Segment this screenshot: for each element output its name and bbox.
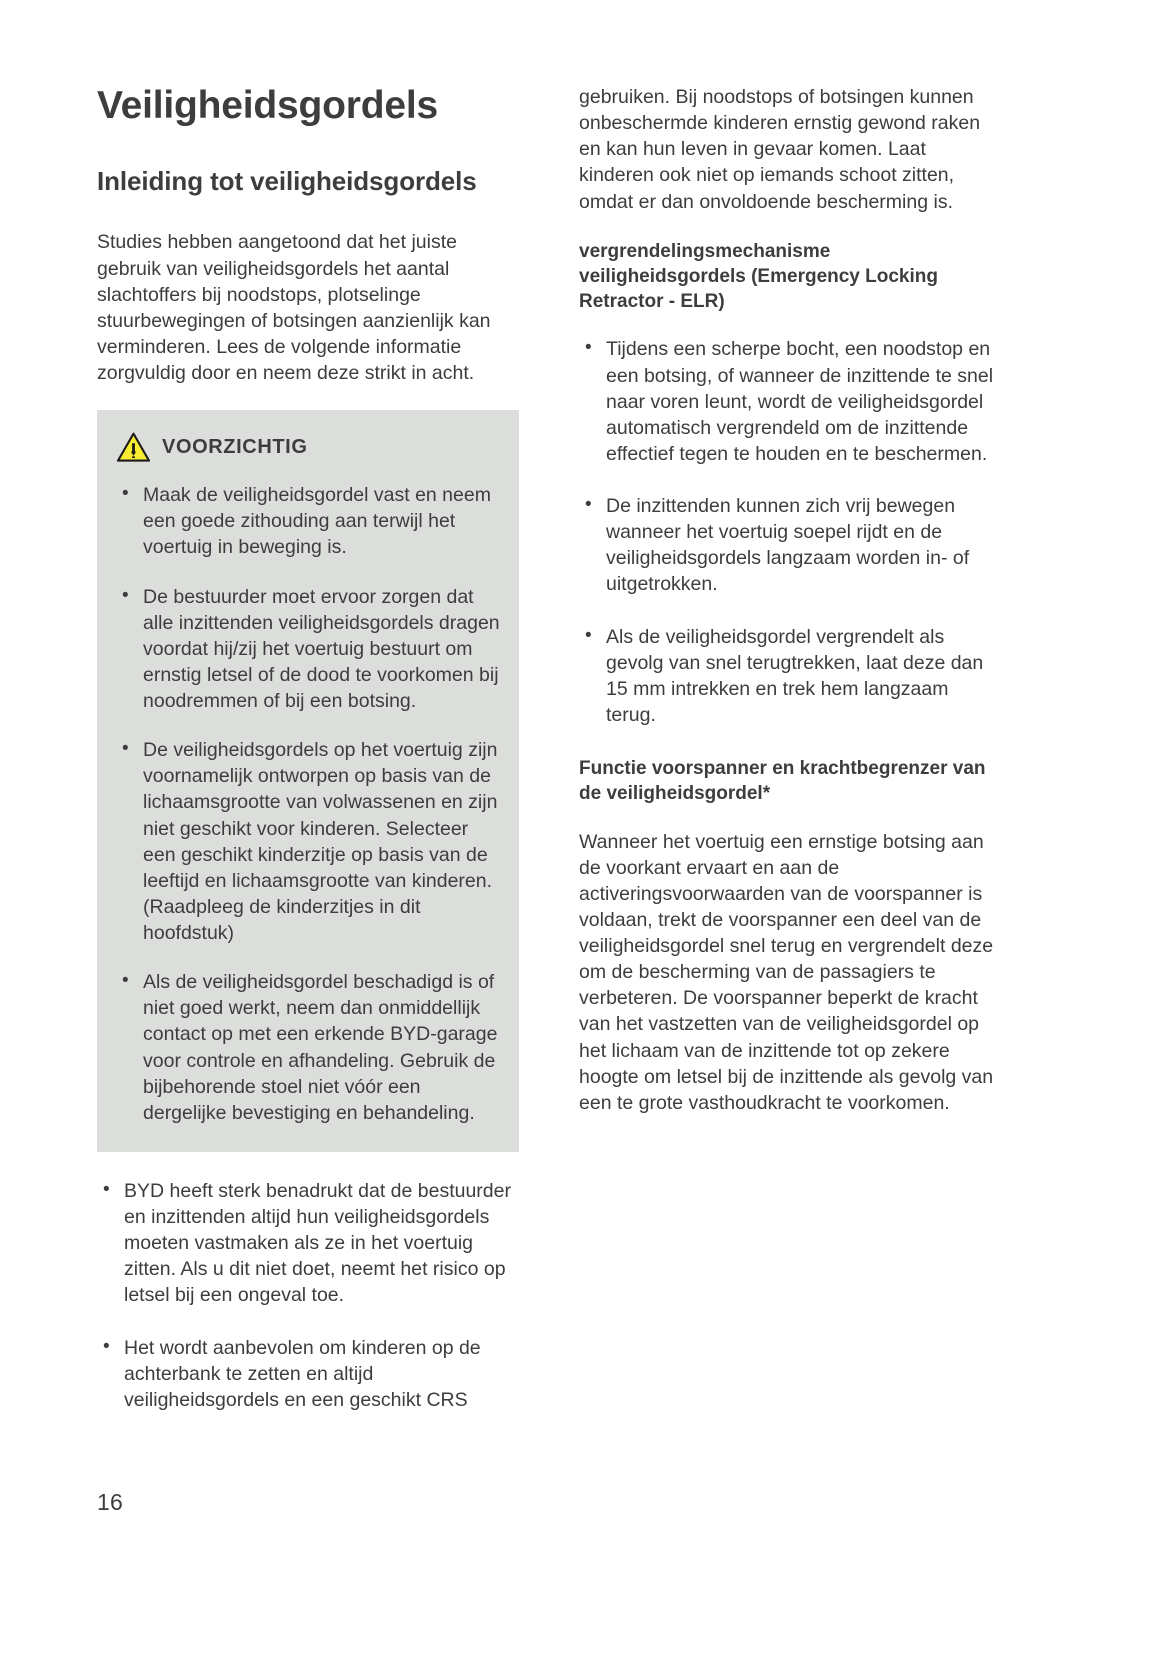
right-column bbox=[579, 84, 1001, 1116]
caution-bullet-list bbox=[115, 482, 501, 1126]
list-item: • Maak de veiligheidsgordel vast en neem een goede zithouding aan terwijl het voertuig in beweging is. bbox=[115, 482, 501, 560]
subheading-elr: vergrendelingsmechanisme veiligheidsgordels (Emergency Locking Retractor - ELR) bbox=[579, 240, 938, 313]
caution-box bbox=[97, 410, 519, 1152]
continued-paragraph: gebruiken. Bij noodstops of botsingen kunnen onbeschermde kinderen ernstig gewond raken en kan hun leven in gevaar komen. Laat kinderen ook niet op iemands schoot zitten, omdat er dan onvoldoende bescherming is. bbox=[579, 86, 981, 213]
left-bullet-list bbox=[97, 1178, 519, 1413]
pretensioner-paragraph: Wanneer het voertuig een ernstige botsing aan de voorkant ervaart en aan de activeringsvoorwaarden van de voorspanner is voldaan, trekt de voorspanner een deel van de veiligheidsgordel snel terug en vergrendelt deze om de bescherming van de passagiers te verbeteren. De voorspanner beperkt de kracht van het vastzetten van de veiligheidsgordel op het lichaam van de inzittende tot op zekere hoogte om letsel bij de inzittende als gevolg van een te grote vasthoudkracht te voorkomen. bbox=[579, 830, 994, 1114]
list-item: • BYD heeft sterk benadrukt dat de bestuurder en inzittenden altijd hun veiligheidsgordels moeten vastmaken als ze in het voertuig zitten. Als u dit niet doet, neemt het risico op letsel bij een ongeval toe. bbox=[97, 1178, 519, 1309]
list-item: • Tijdens een scherpe bocht, een noodstop en een botsing, of wanneer de inzittende te snel naar voren leunt, wordt de veiligheidsgordel automatisch vergrendeld om de inzittende effectief tegen te houden en te beschermen. bbox=[579, 336, 1001, 467]
caution-box-header bbox=[117, 432, 501, 462]
list-item: • De inzittenden kunnen zich vrij bewegen wanneer het voertuig soepel rijdt en de veiligheidsgordels langzaam worden in- of uitgetrokken. bbox=[579, 493, 1001, 598]
list-item: • De veiligheidsgordels op het voertuig zijn voornamelijk ontworpen op basis van de lichaamsgrootte van volwassenen en zijn niet geschikt voor kinderen. Selecteer een geschikt kinderzitje op basis van de leeftijd en lichaamsgrootte van kinderen. (Raadpleeg de kinderzitjes in dit hoofdstuk) bbox=[115, 737, 501, 946]
left-column bbox=[97, 84, 519, 1439]
elr-bullet-list bbox=[579, 336, 1001, 728]
warning-triangle-icon bbox=[117, 432, 150, 462]
caution-label: VOORZICHTIG bbox=[162, 435, 308, 458]
page-number: 16 bbox=[97, 1489, 123, 1515]
subheading-pretensioner: Functie voorspanner en krachtbegrenzer van de veiligheidsgordel* bbox=[579, 758, 986, 805]
two-column-layout bbox=[97, 84, 1002, 1439]
list-item: • Het wordt aanbevolen om kinderen op de achterbank te zetten en altijd veiligheidsgordels en een geschikt CRS bbox=[97, 1335, 519, 1413]
intro-paragraph: Studies hebben aangetoond dat het juiste gebruik van veiligheidsgordels het aantal slachtoffers bij noodstops, plotselinge stuurbewegingen of botsingen aanzienlijk kan verminderen. Lees de volgende informatie zorgvuldig door en neem deze strikt in acht. bbox=[97, 231, 491, 385]
list-item: • Als de veiligheidsgordel beschadigd is of niet goed werkt, neem dan onmiddellijk contact op met een erkende BYD-garage voor controle en afhandeling. Gebruik de bijbehorende stoel niet vóór een dergelijke bevestiging en behandeling. bbox=[115, 969, 501, 1126]
page-title: Veiligheidsgordels bbox=[97, 84, 439, 127]
list-item: • De bestuurder moet ervoor zorgen dat alle inzittenden veiligheidsgordels dragen voordat hij/zij het voertuig bestuurt om ernstig letsel of de dood te voorkomen bij noodremmen of bij een botsing. bbox=[115, 584, 501, 715]
section-heading: Inleiding tot veiligheidsgordels bbox=[97, 165, 477, 196]
list-item: • Als de veiligheidsgordel vergrendelt als gevolg van snel terugtrekken, laat deze dan 15 mm intrekken en trek hem langzaam terug. bbox=[579, 624, 1001, 729]
